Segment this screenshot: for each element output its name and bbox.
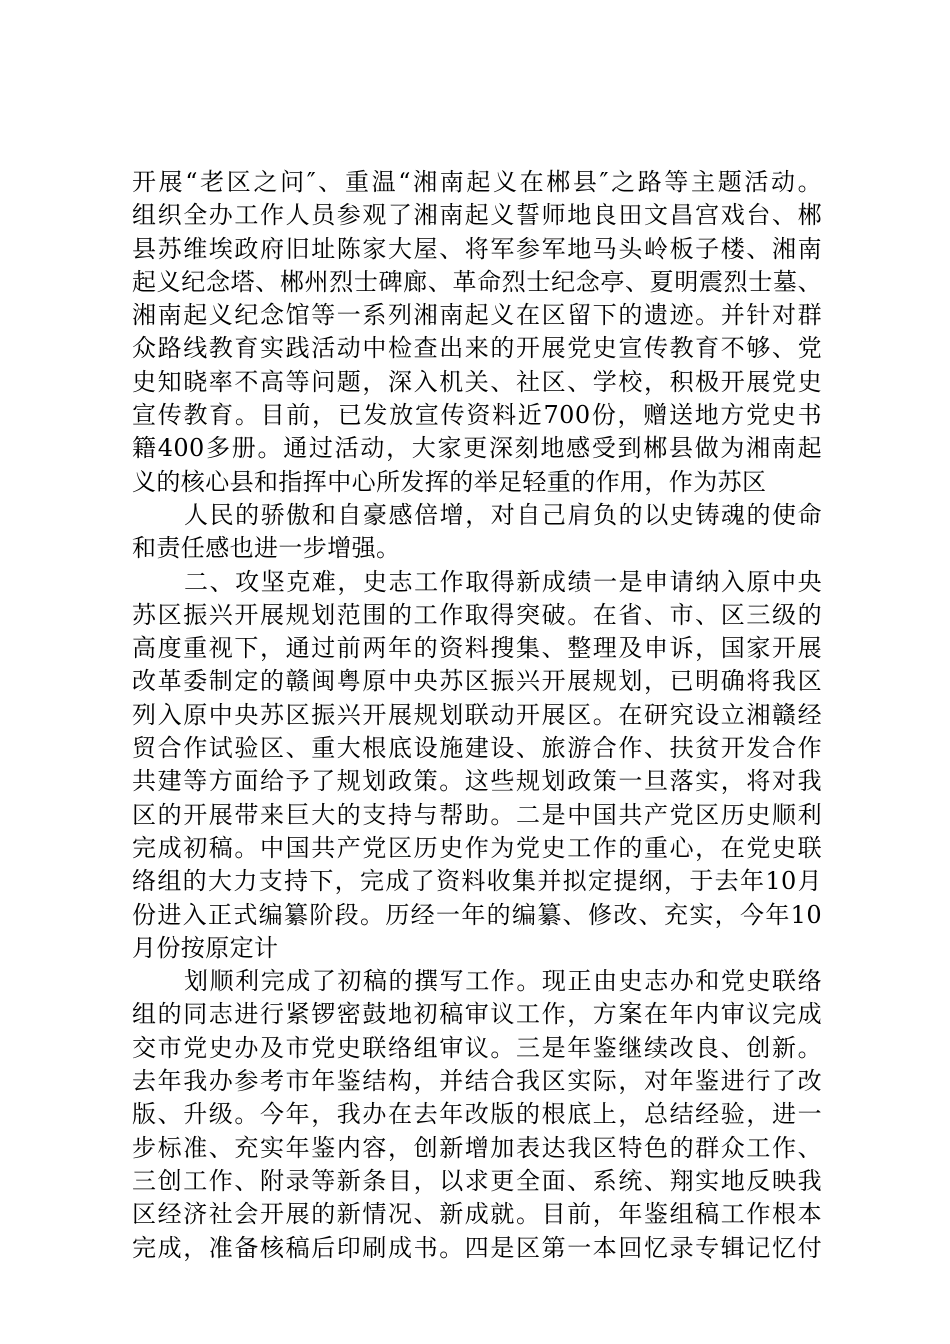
- text-line: 史知晓率不高等问题，深入机关、社区、学校，积极开展党史: [132, 367, 822, 396]
- text-line: 湘南起义纪念馆等一系列湘南起义在区留下的遗迹。并针对群: [132, 301, 822, 330]
- text-line: 组织全办工作人员参观了湘南起义誓师地良田文昌宫戏台、郴: [132, 201, 822, 230]
- text-line: 完成，准备核稿后印刷成书。四是区第一本回忆录专辑记忆付: [132, 1233, 822, 1262]
- text-line: 改革委制定的赣闽粤原中央苏区振兴开展规划，已明确将我区: [132, 667, 822, 696]
- text-line: 去年我办参考市年鉴结构，并结合我区实际，对年鉴进行了改: [132, 1067, 822, 1096]
- text-line: 三创工作、附录等新条目，以求更全面、系统、翔实地反映我: [132, 1166, 822, 1195]
- text-line: 宣传教育。目前，已发放宣传资料近700份，赠送地方党史书: [132, 401, 822, 430]
- text-line: 籍400多册。通过活动，大家更深刻地感受到郴县做为湘南起: [132, 434, 822, 463]
- text-line: 列入原中央苏区振兴开展规划联动开展区。在研究设立湘赣经: [132, 700, 822, 729]
- text-line: 贸合作试验区、重大根底设施建设、旅游合作、扶贫开发合作: [132, 734, 822, 763]
- text-line: 交市党史办及市党史联络组审议。三是年鉴继续改良、创新。: [132, 1033, 822, 1062]
- text-line: 版、升级。今年，我办在去年改版的根底上，总结经验，进一: [132, 1100, 822, 1129]
- text-line: 月份按原定计: [132, 933, 279, 962]
- text-line: 和责任感也进一步增强。: [132, 534, 401, 563]
- text-line: 起义纪念塔、郴州烈士碑廊、革命烈士纪念亭、夏明震烈士墓、: [132, 267, 822, 296]
- text-line: 义的核心县和指挥中心所发挥的举足轻重的作用，作为苏区: [132, 467, 767, 496]
- text-line: 份进入正式编纂阶段。历经一年的编纂、修改、充实，今年10: [132, 900, 822, 929]
- text-line: 步标准、充实年鉴内容，创新增加表达我区特色的群众工作、: [132, 1133, 822, 1162]
- text-line: 划顺利完成了初稿的撰写工作。现正由史志办和党史联络: [184, 967, 822, 996]
- text-line: 络组的大力支持下，完成了资料收集并拟定提纲，于去年10月: [132, 867, 822, 896]
- text-line: 众路线教育实践活动中检查出来的开展党史宣传教育不够、党: [132, 334, 822, 363]
- text-line: 开展“老区之问″、重温“湘南起义在郴县″之路等主题活动。: [132, 168, 822, 196]
- text-line: 区经济社会开展的新情况、新成就。目前，年鉴组稿工作根本: [132, 1200, 822, 1229]
- text-line: 二、攻坚克难，史志工作取得新成绩一是申请纳入原中央: [184, 567, 822, 596]
- text-line: 人民的骄傲和自豪感倍增，对自己肩负的以史铸魂的使命: [184, 500, 822, 529]
- text-line: 高度重视下，通过前两年的资料搜集、整理及申诉，国家开展: [132, 634, 822, 663]
- text-line: 区的开展带来巨大的支持与帮助。二是中国共产党区历史顺利: [132, 800, 822, 829]
- text-line: 县苏维埃政府旧址陈家大屋、将军参军地马头岭板子楼、湘南: [132, 234, 822, 263]
- text-line: 共建等方面给予了规划政策。这些规划政策一旦落实，将对我: [132, 767, 822, 796]
- document-body: [132, 166, 822, 1265]
- text-line: 组的同志进行紧锣密鼓地初稿审议工作，方案在年内审议完成: [132, 1000, 822, 1029]
- text-line: 苏区振兴开展规划范围的工作取得突破。在省、市、区三级的: [132, 600, 822, 629]
- text-line: 完成初稿。中国共产党区历史作为党史工作的重心，在党史联: [132, 833, 822, 862]
